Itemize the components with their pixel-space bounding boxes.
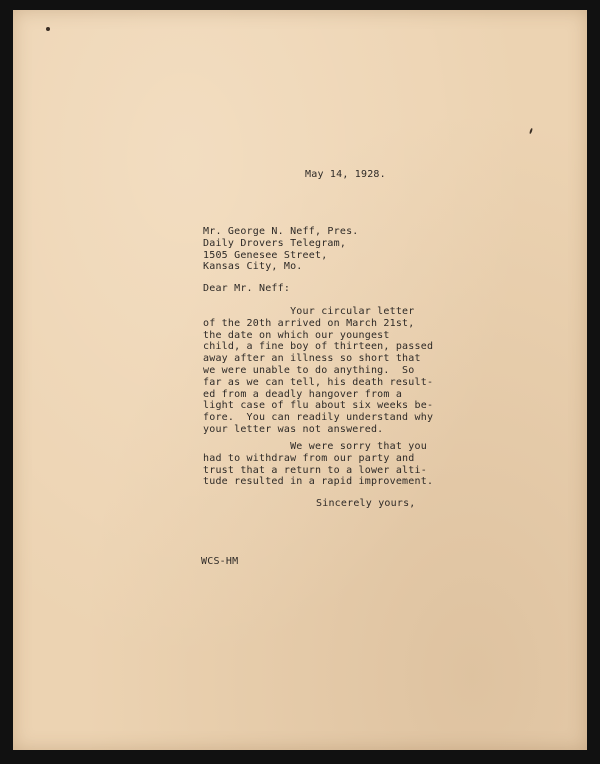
address-line: Mr. George N. Neff, Pres. <box>203 226 359 237</box>
closing: Sincerely yours, <box>316 498 416 509</box>
body-line: trust that a return to a lower alti- <box>203 464 427 476</box>
body-line: your letter was not answered. <box>203 423 384 435</box>
address-line: 1505 Genesee Street, <box>203 249 328 261</box>
body-paragraph-2 <box>203 441 433 488</box>
body-line: fore. You can readily understand why <box>203 412 434 424</box>
body-paragraph-1 <box>203 306 433 436</box>
ink-spot <box>46 27 50 31</box>
body-line: we were unable to do anything. So <box>203 364 415 376</box>
body-line: ed from a deadly hangover from a <box>203 388 403 400</box>
address-line: Kansas City, Mo. <box>203 261 303 273</box>
body-line: Your circular letter <box>203 306 415 317</box>
body-line: child, a fine boy of thirteen, passed <box>203 341 434 353</box>
body-line: away after an illness so short that <box>203 353 421 365</box>
letter-page <box>13 10 587 750</box>
body-line: the date on which our youngest <box>203 329 390 341</box>
body-line: tude resulted in a rapid improvement. <box>203 476 434 488</box>
body-line: We were sorry that you <box>203 441 427 452</box>
recipient-address <box>203 226 359 273</box>
body-line: far as we can tell, his death result- <box>203 376 434 388</box>
typist-initials: WCS-HM <box>201 556 239 567</box>
body-line: light case of flu about six weeks be- <box>203 400 434 412</box>
letter-date: May 14, 1928. <box>305 169 386 180</box>
address-line: Daily Drovers Telegram, <box>203 237 347 249</box>
body-line: of the 20th arrived on March 21st, <box>203 317 415 329</box>
ink-spot <box>529 128 533 134</box>
body-line: had to withdraw from our party and <box>203 452 415 464</box>
salutation: Dear Mr. Neff: <box>203 283 291 294</box>
